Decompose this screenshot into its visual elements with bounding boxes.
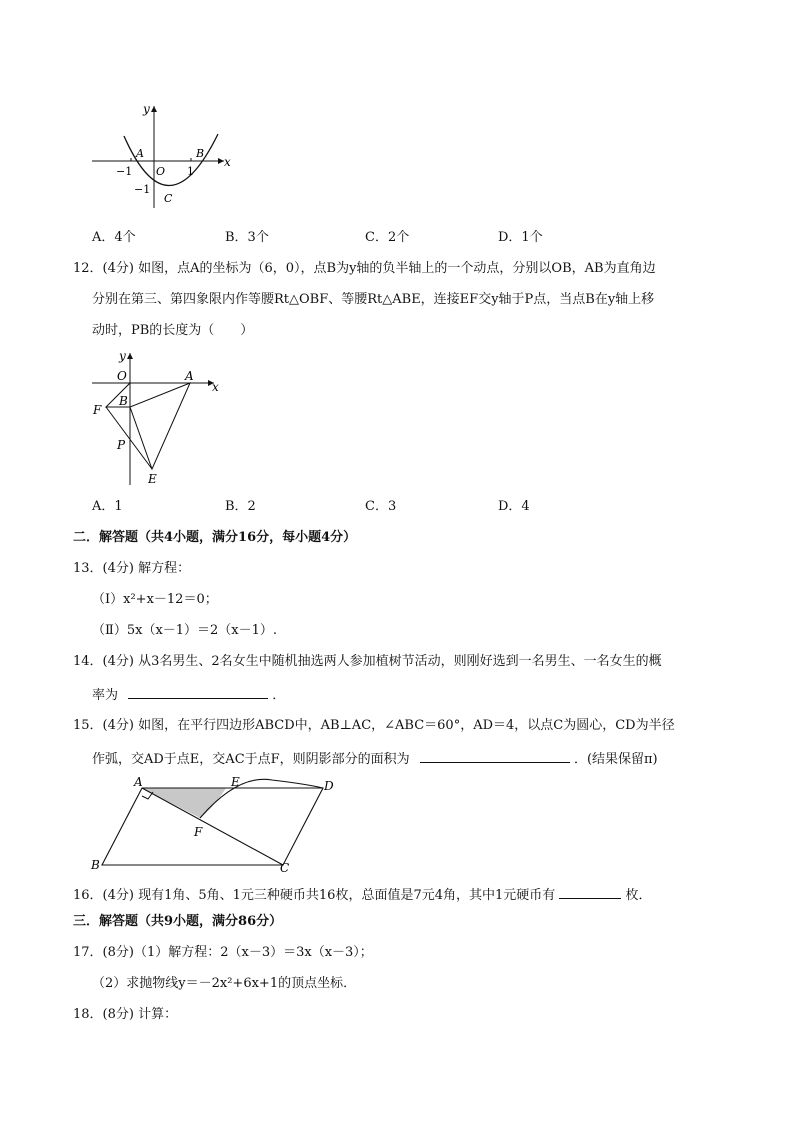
q17-line1: 17．(8分)（1）解方程：2（x－3）＝3x（x－3）； (73, 945, 373, 960)
segment-EF (106, 407, 152, 469)
q12-option-c: C．3 (365, 499, 397, 514)
label-E: E (148, 472, 157, 486)
label-D: D (324, 779, 334, 793)
label-F: F (194, 825, 203, 839)
q12-line3: 动时，PB的长度为（ ） (92, 323, 254, 338)
tick-label-neg1-y: −1 (134, 183, 151, 196)
q15-line1: 15．(4分) 如图，在平行四边形ABCD中，AB⊥AC，∠ABC＝60°，AD＝4，以点C为圆心，CD为半径 (73, 718, 675, 733)
label-B: B (196, 147, 205, 160)
q18-line1: 18．(8分) 计算： (73, 1007, 178, 1022)
shaded-region (142, 788, 226, 818)
q11-option-b: B．3个 (225, 230, 269, 245)
q12-option-a: A．1 (92, 499, 123, 514)
q16-prefix: 16．(4分) 现有1角、5角、1元三种硬币共16枚，总面值是7元4角，其中1元硬币有 (73, 888, 556, 903)
q16-line (73, 884, 652, 905)
label-B: B (91, 858, 100, 872)
q14-line2-suffix: ． (272, 688, 286, 703)
triangle-figure-q12 (88, 345, 228, 490)
q16-answer-blank[interactable] (559, 884, 621, 899)
parabola-figure (88, 96, 248, 211)
label-A: A (185, 369, 194, 383)
q13-part1: （Ⅰ）x²+x－12＝0； (92, 592, 218, 607)
q12-option-d: D．4 (498, 499, 530, 514)
q14-line2 (92, 684, 285, 705)
label-y: y (143, 102, 150, 116)
q12-line1: 12．(4分) 如图，点A的坐标为（6，0），点B为y轴的负半轴上的一个动点，分别以OB，AB为直角边 (73, 261, 656, 276)
label-C: C (164, 192, 173, 205)
label-E: E (231, 775, 240, 789)
label-F: F (93, 403, 102, 417)
label-O: O (117, 369, 127, 383)
q11-option-a: A．4个 (92, 230, 136, 245)
q13-part2: （Ⅱ）5x（x－1）＝2（x－1）. (92, 623, 278, 638)
section-2-heading: 二．解答题（共4小题，满分16分，每小题4分） (73, 530, 357, 545)
label-O: O (156, 165, 166, 178)
label-x: x (224, 155, 231, 169)
parallelogram-figure (88, 774, 348, 874)
label-y: y (119, 349, 126, 363)
q14-line1: 14．(4分) 从3名男生、2名女生中随机抽选两人参加植树节活动，则刚好选到一名男生、一名女生的概 (73, 654, 662, 669)
q15-line2 (92, 748, 658, 769)
q12-line2: 分别在第三、第四象限内作等腰Rt△OBF、等腰Rt△ABE，连接EF交y轴于P点，当点B在y轴上移 (92, 292, 655, 307)
label-A: A (134, 775, 143, 789)
q16-suffix: 枚． (625, 888, 652, 903)
q14-line2-prefix: 率为 (92, 688, 119, 703)
q13-title: 13．(4分) 解方程： (73, 561, 191, 576)
section-3-heading: 三．解答题（共9小题，满分86分） (73, 914, 283, 929)
label-C: C (280, 861, 290, 874)
tick-label-1-x: 1 (187, 165, 194, 178)
label-x: x (212, 380, 219, 394)
q14-answer-blank[interactable] (128, 684, 268, 699)
triangle-ABE (130, 383, 190, 469)
label-A: A (136, 147, 144, 160)
q11-option-d: D．1个 (498, 230, 543, 245)
q15-line2-suffix: ．(结果保留π) (573, 752, 658, 767)
q12-option-b: B．2 (225, 499, 256, 514)
q15-line2-prefix: 作弧，交AD于点E，交AC于点F，则阴影部分的面积为 (92, 752, 410, 767)
q15-answer-blank[interactable] (420, 748, 570, 763)
label-P: P (117, 438, 126, 452)
label-B: B (119, 394, 128, 408)
q17-line2: （2）求抛物线y＝－2x²+6x+1的顶点坐标． (92, 976, 357, 991)
tick-label-neg1-x: −1 (116, 165, 133, 178)
q11-option-c: C．2个 (365, 230, 410, 245)
